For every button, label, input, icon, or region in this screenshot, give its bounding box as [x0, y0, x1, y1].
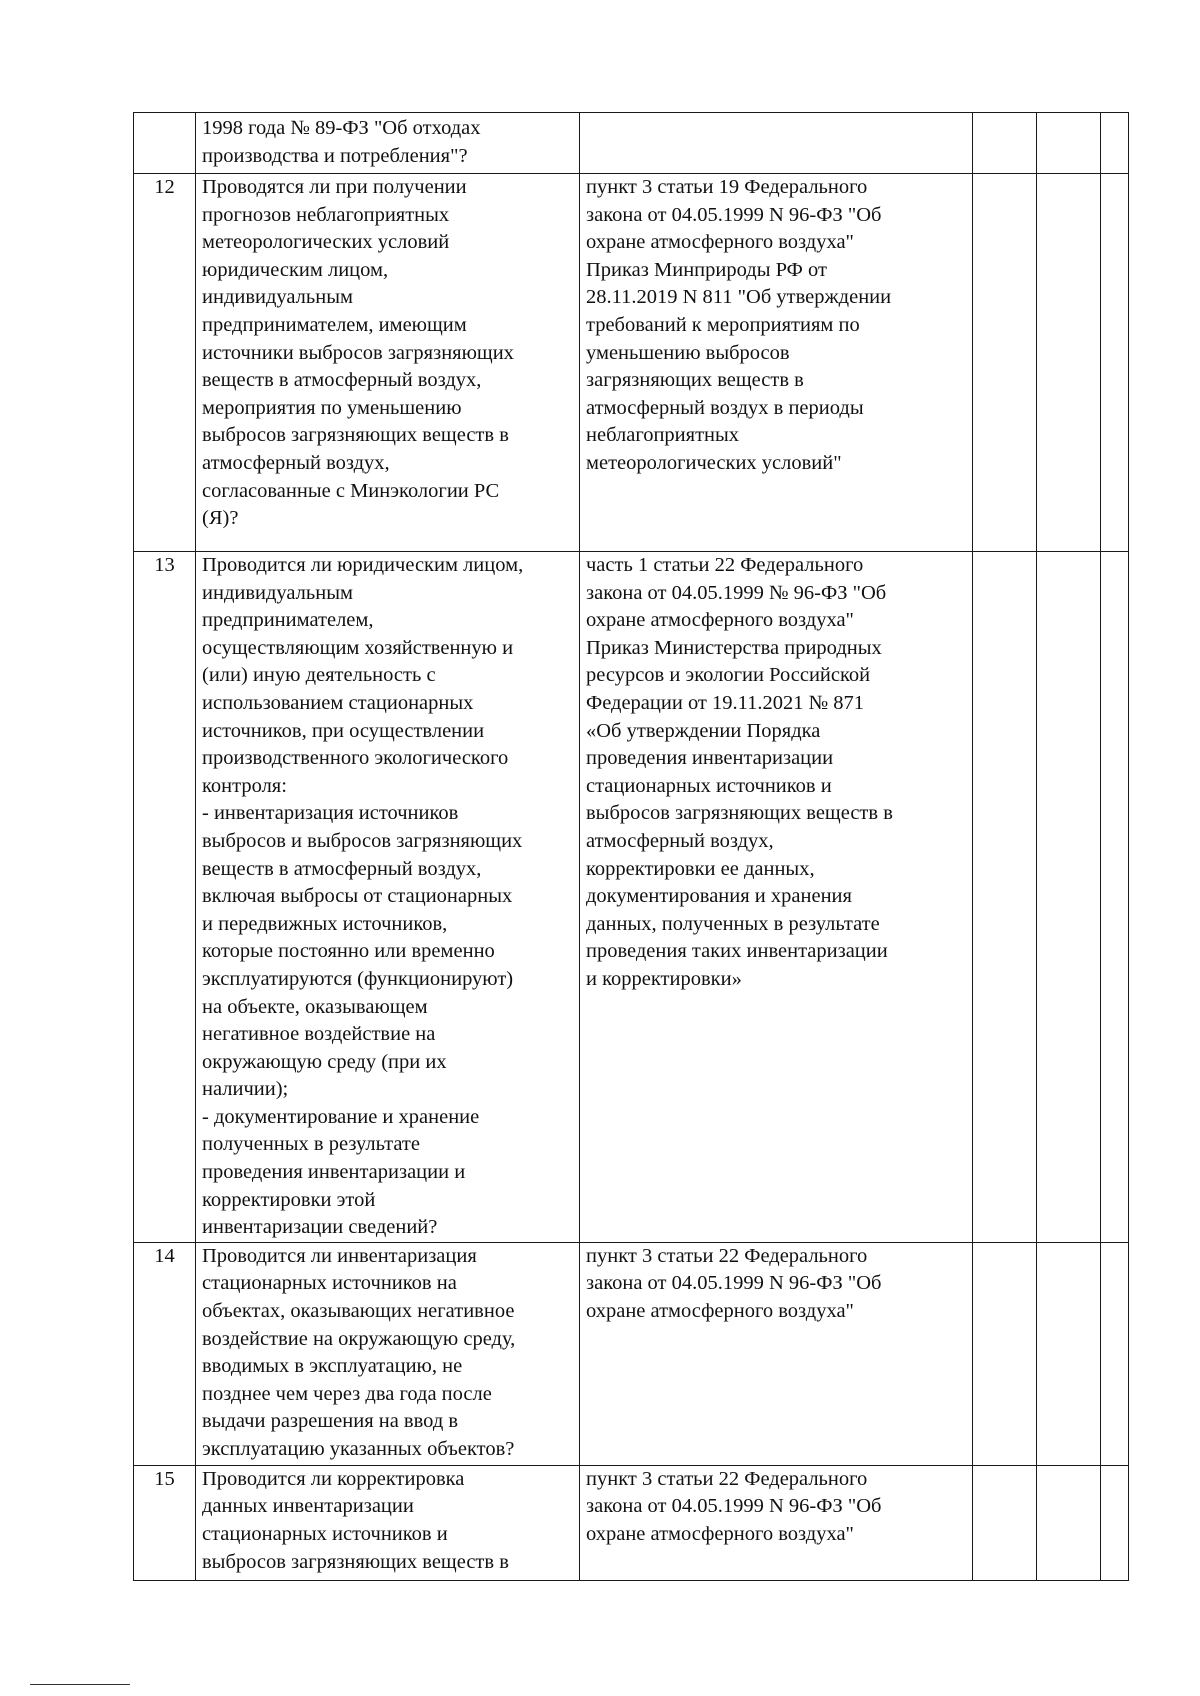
table-row — [134, 1242, 1129, 1465]
row-number: 14 — [134, 1242, 196, 1465]
table-row — [134, 552, 1129, 1243]
answer-cell-no — [1037, 113, 1101, 174]
question-cell: Проводится ли юридическим лицом, индивидуальным предпринимателем, осуществляющим хозяйственную и (или) иную деятельность с использованием стационарных источников, при осуществлении производственного экологического контроля: - инвентаризация источников выбросов и выбросов загрязняющих веществ в атмосферный воздух, включая выбросы от стационарных и передвижных источников, которые постоянно или временно эксплуатируются (функционируют) на объекте, оказывающем негативное воздействие на окружающую среду (при их наличии); - документирование и хранение полученных в результате проведения инвентаризации и корректировки этой инвентаризации сведений? — [196, 552, 580, 1243]
answer-cell-no — [1037, 1465, 1101, 1580]
answer-cell-yes — [973, 1465, 1037, 1580]
question-cell: Проводится ли корректировка данных инвентаризации стационарных источников и выбросов загрязняющих веществ в — [196, 1465, 580, 1580]
answer-cell-yes — [973, 174, 1037, 552]
legal-basis-cell — [580, 113, 973, 174]
note-cell — [1101, 1465, 1129, 1580]
answer-cell-no — [1037, 174, 1101, 552]
note-cell — [1101, 174, 1129, 552]
question-cell: 1998 года № 89-ФЗ "Об отходах производства и потребления"? — [196, 113, 580, 174]
note-cell — [1101, 552, 1129, 1243]
footnote-separator — [30, 1684, 130, 1685]
table-row — [134, 113, 1129, 174]
answer-cell-yes — [973, 113, 1037, 174]
legal-basis-cell: пункт 3 статьи 22 Федерального закона от 04.05.1999 N 96-ФЗ "Об охране атмосферного воздуха" — [580, 1242, 973, 1465]
note-cell — [1101, 113, 1129, 174]
answer-cell-no — [1037, 1242, 1101, 1465]
row-number: 13 — [134, 552, 196, 1243]
note-cell — [1101, 1242, 1129, 1465]
row-number — [134, 113, 196, 174]
legal-basis-cell: пункт 3 статьи 22 Федерального закона от 04.05.1999 N 96-ФЗ "Об охране атмосферного воздуха" — [580, 1465, 973, 1580]
checklist-table — [133, 112, 1129, 1581]
question-cell: Проводится ли инвентаризация стационарных источников на объектах, оказывающих негативное воздействие на окружающую среду, вводимых в эксплуатацию, не позднее чем через два года после выдачи разрешения на ввод в эксплуатацию указанных объектов? — [196, 1242, 580, 1465]
row-number: 15 — [134, 1465, 196, 1580]
table-row — [134, 174, 1129, 552]
answer-cell-yes — [973, 1242, 1037, 1465]
answer-cell-no — [1037, 552, 1101, 1243]
legal-basis-cell: часть 1 статьи 22 Федерального закона от 04.05.1999 № 96-ФЗ "Об охране атмосферного воздуха" Приказ Министерства природных ресурсов и экологии Российской Федерации от 19.11.2021 № 871 «Об утверждении Порядка проведения инвентаризации стационарных источников и выбросов загрязняющих веществ в атмосферный воздух, корректировки ее данных, документирования и хранения данных, полученных в результате проведения таких инвентаризации и корректировки» — [580, 552, 973, 1243]
legal-basis-cell: пункт 3 статьи 19 Федерального закона от 04.05.1999 N 96-ФЗ "Об охране атмосферного воздуха" Приказ Минприроды РФ от 28.11.2019 N 811 "Об утверждении требований к мероприятиям по уменьшению выбросов загрязняющих веществ в атмосферный воздух в периоды неблагоприятных метеорологических условий" — [580, 174, 973, 552]
table-row — [134, 1465, 1129, 1580]
row-number: 12 — [134, 174, 196, 552]
answer-cell-yes — [973, 552, 1037, 1243]
question-cell: Проводятся ли при получении прогнозов неблагоприятных метеорологических условий юридическим лицом, индивидуальным предпринимателем, имеющим источники выбросов загрязняющих веществ в атмосферный воздух, мероприятия по уменьшению выбросов загрязняющих веществ в атмосферный воздух, согласованные с Минэкологии РС (Я)? — [196, 174, 580, 552]
